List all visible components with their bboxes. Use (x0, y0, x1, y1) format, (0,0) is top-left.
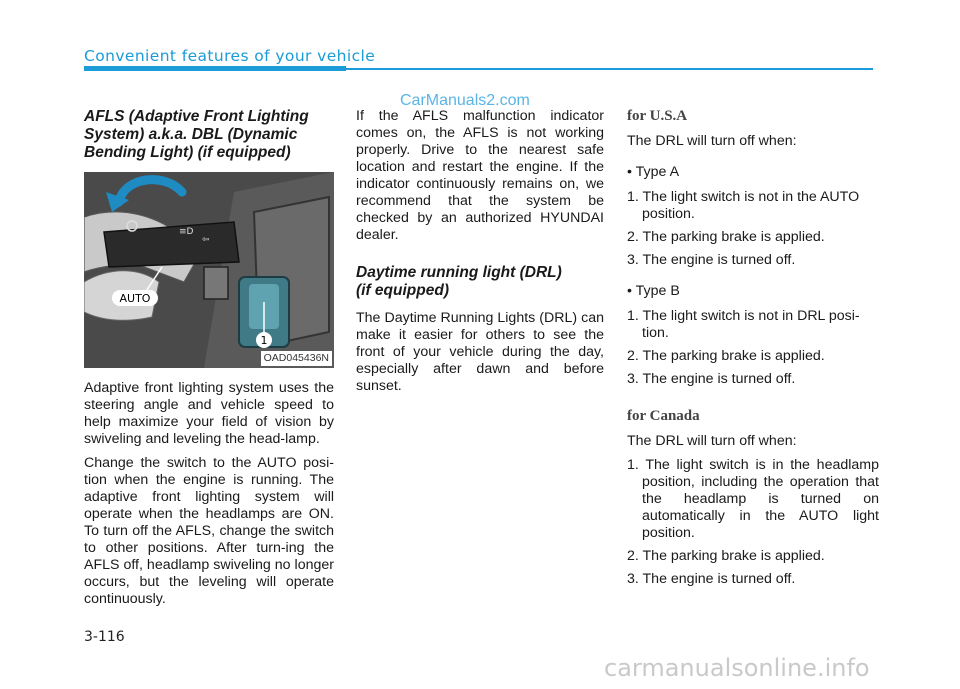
canada-heading: for Canada (627, 408, 700, 424)
auto-label: AUTO (119, 292, 151, 305)
type-a-item: 2. The parking brake is applied. (627, 229, 825, 245)
figure-code: OAD045436N (261, 351, 332, 366)
drl-paragraph: The Daytime Running Lights (DRL) can make it easier for others to see the front of your vehicle during the day, especially after dawn and before sunset. (356, 310, 604, 394)
steering-column-illustration (84, 172, 334, 368)
drl-heading: Daytime running light (DRL) (if equipped) (356, 264, 562, 299)
canada-item: 2. The parking brake is applied. (627, 548, 825, 564)
callout-number: 1 (260, 334, 268, 347)
type-b-label: • Type B (627, 283, 680, 299)
section-title: Convenient features of your vehicle (84, 47, 376, 65)
column-3 (627, 108, 879, 594)
svg-text:≡D: ≡D (179, 227, 194, 237)
type-b-item: 2. The parking brake is applied. (627, 348, 825, 364)
header-rule-thick (84, 66, 346, 71)
type-a-label: • Type A (627, 164, 680, 180)
type-a-item: 3. The engine is turned off. (627, 252, 796, 268)
afls-paragraph-1: Adaptive front lighting system uses the steering angle and vehicle speed to help maximize your field of vision by swiveling and leveling the head-lamp. (84, 380, 334, 447)
type-b-item: 3. The engine is turned off. (627, 371, 796, 387)
usa-intro: The DRL will turn off when: (627, 133, 797, 149)
afls-malfunction-paragraph: If the AFLS malfunction indicator comes on, the AFLS is not working properly. Drive to the nearest safe location and restart the engine. If the indicator continuously remains on, we recommend that the system be checked by an authorized HYUNDAI dealer. (356, 108, 604, 243)
canada-intro: The DRL will turn off when: (627, 433, 797, 449)
type-a-item: 1. The light switch is not in the AUTO position. (627, 189, 860, 222)
canada-item: 1. The light switch is in the headlamp position, including the operation that the headlamp is turned on automatically in the AUTO light position. (627, 457, 879, 541)
usa-heading: for U.S.A (627, 108, 688, 124)
afls-paragraph-2: Change the switch to the AUTO posi-tion when the engine is running. The adaptive front lighting system will operate when the headlamps are ON. To turn off the AFLS, change the switch to other positions. After turn-ing the AFLS off, headlamp swiveling no longer occurs, but the leveling will operate continuously. (84, 455, 334, 607)
afls-switch-figure (84, 172, 334, 368)
svg-text:⇦: ⇦ (202, 235, 210, 245)
column-2 (356, 108, 604, 402)
page-number: 3-116 (84, 629, 125, 645)
column-1 (84, 108, 334, 615)
watermark-top: CarManuals2.com (400, 92, 530, 109)
canada-item: 3. The engine is turned off. (627, 571, 796, 587)
header-rule-thin (346, 68, 873, 70)
watermark-bottom: carmanualsonline.info (604, 654, 870, 682)
afls-heading: AFLS (Adaptive Front Lighting System) a.k.a. DBL (Dynamic Bending Light) (if equipped) (84, 108, 309, 161)
type-b-item: 1. The light switch is not in DRL posi-tion. (627, 308, 860, 341)
